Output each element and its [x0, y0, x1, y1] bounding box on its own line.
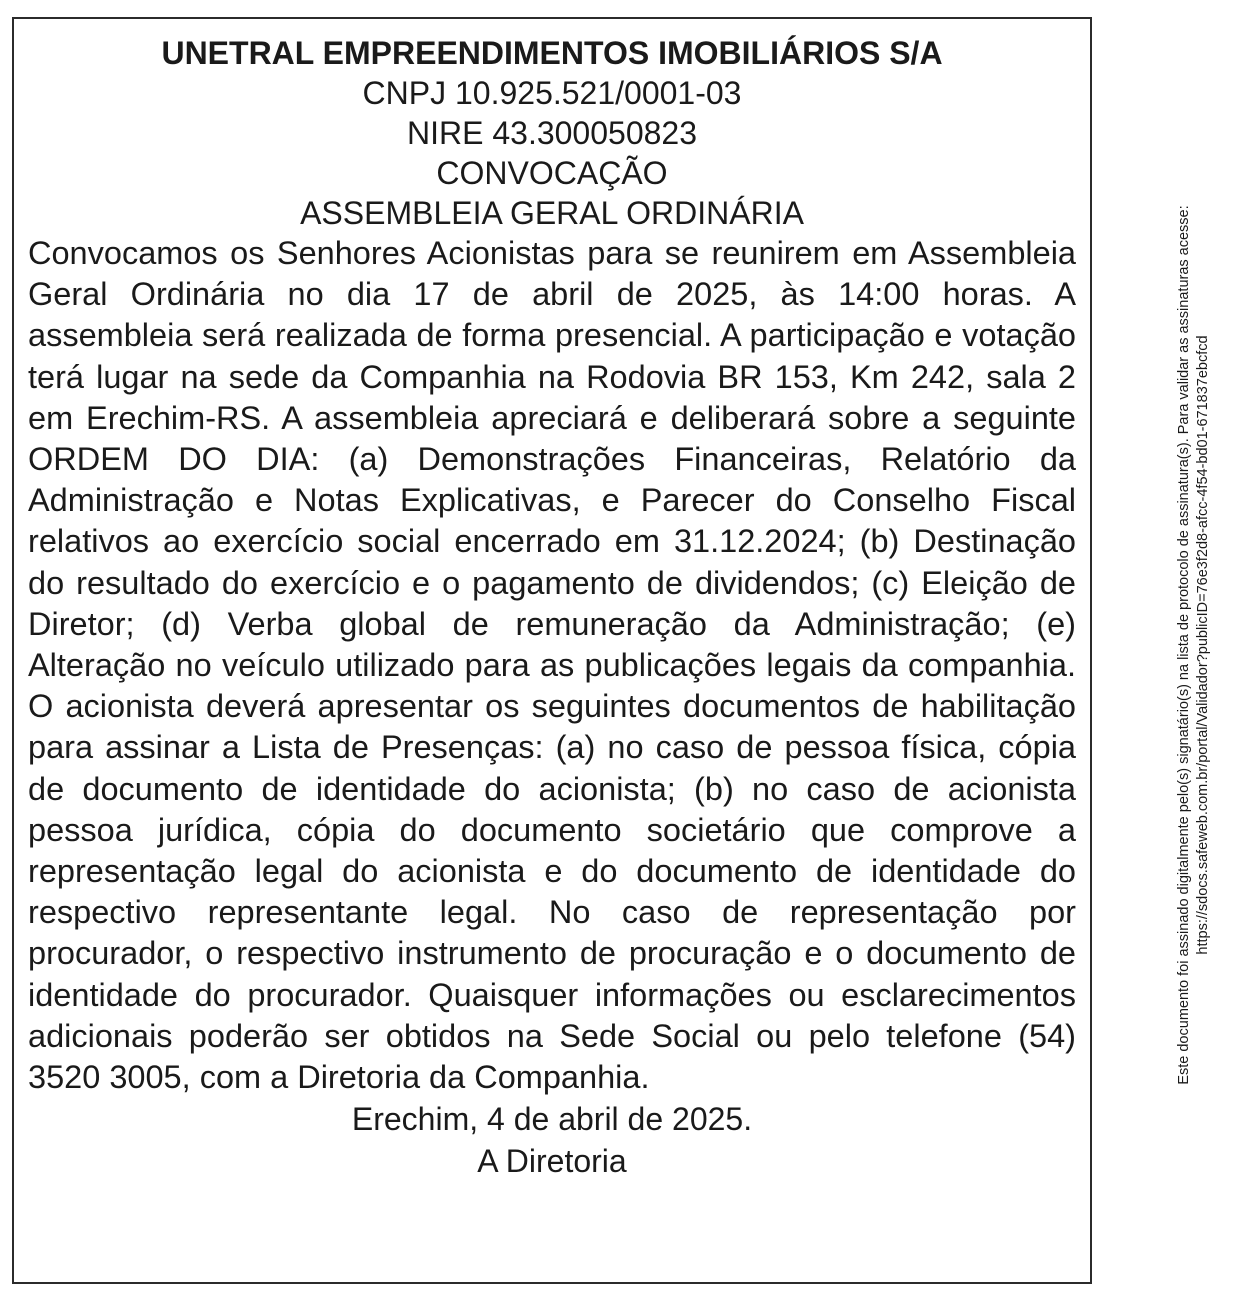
signature-note-line: Este documento foi assinado digitalmente pelo(s) signatário(s) na lista de protocolo de assinatura(s). Para validar as assinaturas acesse: — [1176, 205, 1192, 1085]
digital-signature-note — [1175, 140, 1213, 1150]
signature: A Diretoria — [477, 1143, 627, 1180]
notice-title: CONVOCAÇÃO — [436, 155, 668, 191]
notice-subtitle: ASSEMBLEIA GERAL ORDINÁRIA — [300, 195, 804, 231]
cnpj-line: CNPJ 10.925.521/0001-03 — [362, 75, 742, 111]
notice-frame — [12, 17, 1092, 1284]
company-name: UNETRAL EMPREENDIMENTOS IMOBILIÁRIOS S/A — [161, 35, 943, 71]
place-date: Erechim, 4 de abril de 2025. — [351, 1101, 753, 1138]
nire-line: NIRE 43.300050823 — [407, 115, 697, 151]
signature-validation-url: https://sdocs.safeweb.com.br/portal/Validador?publicID=76e3f2d8-afcc-4f54-bd01-671837ebcfcd — [1195, 335, 1211, 955]
notice-body: Convocamos os Senhores Acionistas para se reunirem em Assembleia Geral Ordinária no dia 17 de abril de 2025, às 14:00 horas. A assembleia será realizada de forma presencial. A participação e votação terá lugar na sede da Companhia na Rodovia BR 153, Km 242, sala 2 em Erechim-RS. A assembleia apreciará e deliberará sobre a seguinte ORDEM DO DIA: (a) Demonstrações Financeiras, Relatório da Administração e Notas Explicativas, e Parecer do Conselho Fiscal relativos ao exercício social encerrado em 31.12.2024; (b) Destinação do resultado do exercício e o pagamento de dividendos; (c) Eleição de Diretor; (d) Verba global de remuneração da Administração; (e) Alteração no veículo utilizado para as publicações legais da companhia. O acionista deverá apresentar os seguintes documentos de habilitação para assinar a Lista de Presenças: (a) no caso de pessoa física, cópia de documento de identidade do acionista; (b) no caso de acionista pessoa jurídica, cópia do documento societário que comprove a representação legal do acionista e do documento de identidade do respectivo representante legal. No caso de representação por procurador, o respectivo instrumento de procuração e o documento de identidade do procurador. Quaisquer informações ou esclarecimentos adicionais poderão ser obtidos na Sede Social ou pelo telefone (54) 3520 3005, com a Diretoria da Companhia. — [28, 235, 1076, 1096]
